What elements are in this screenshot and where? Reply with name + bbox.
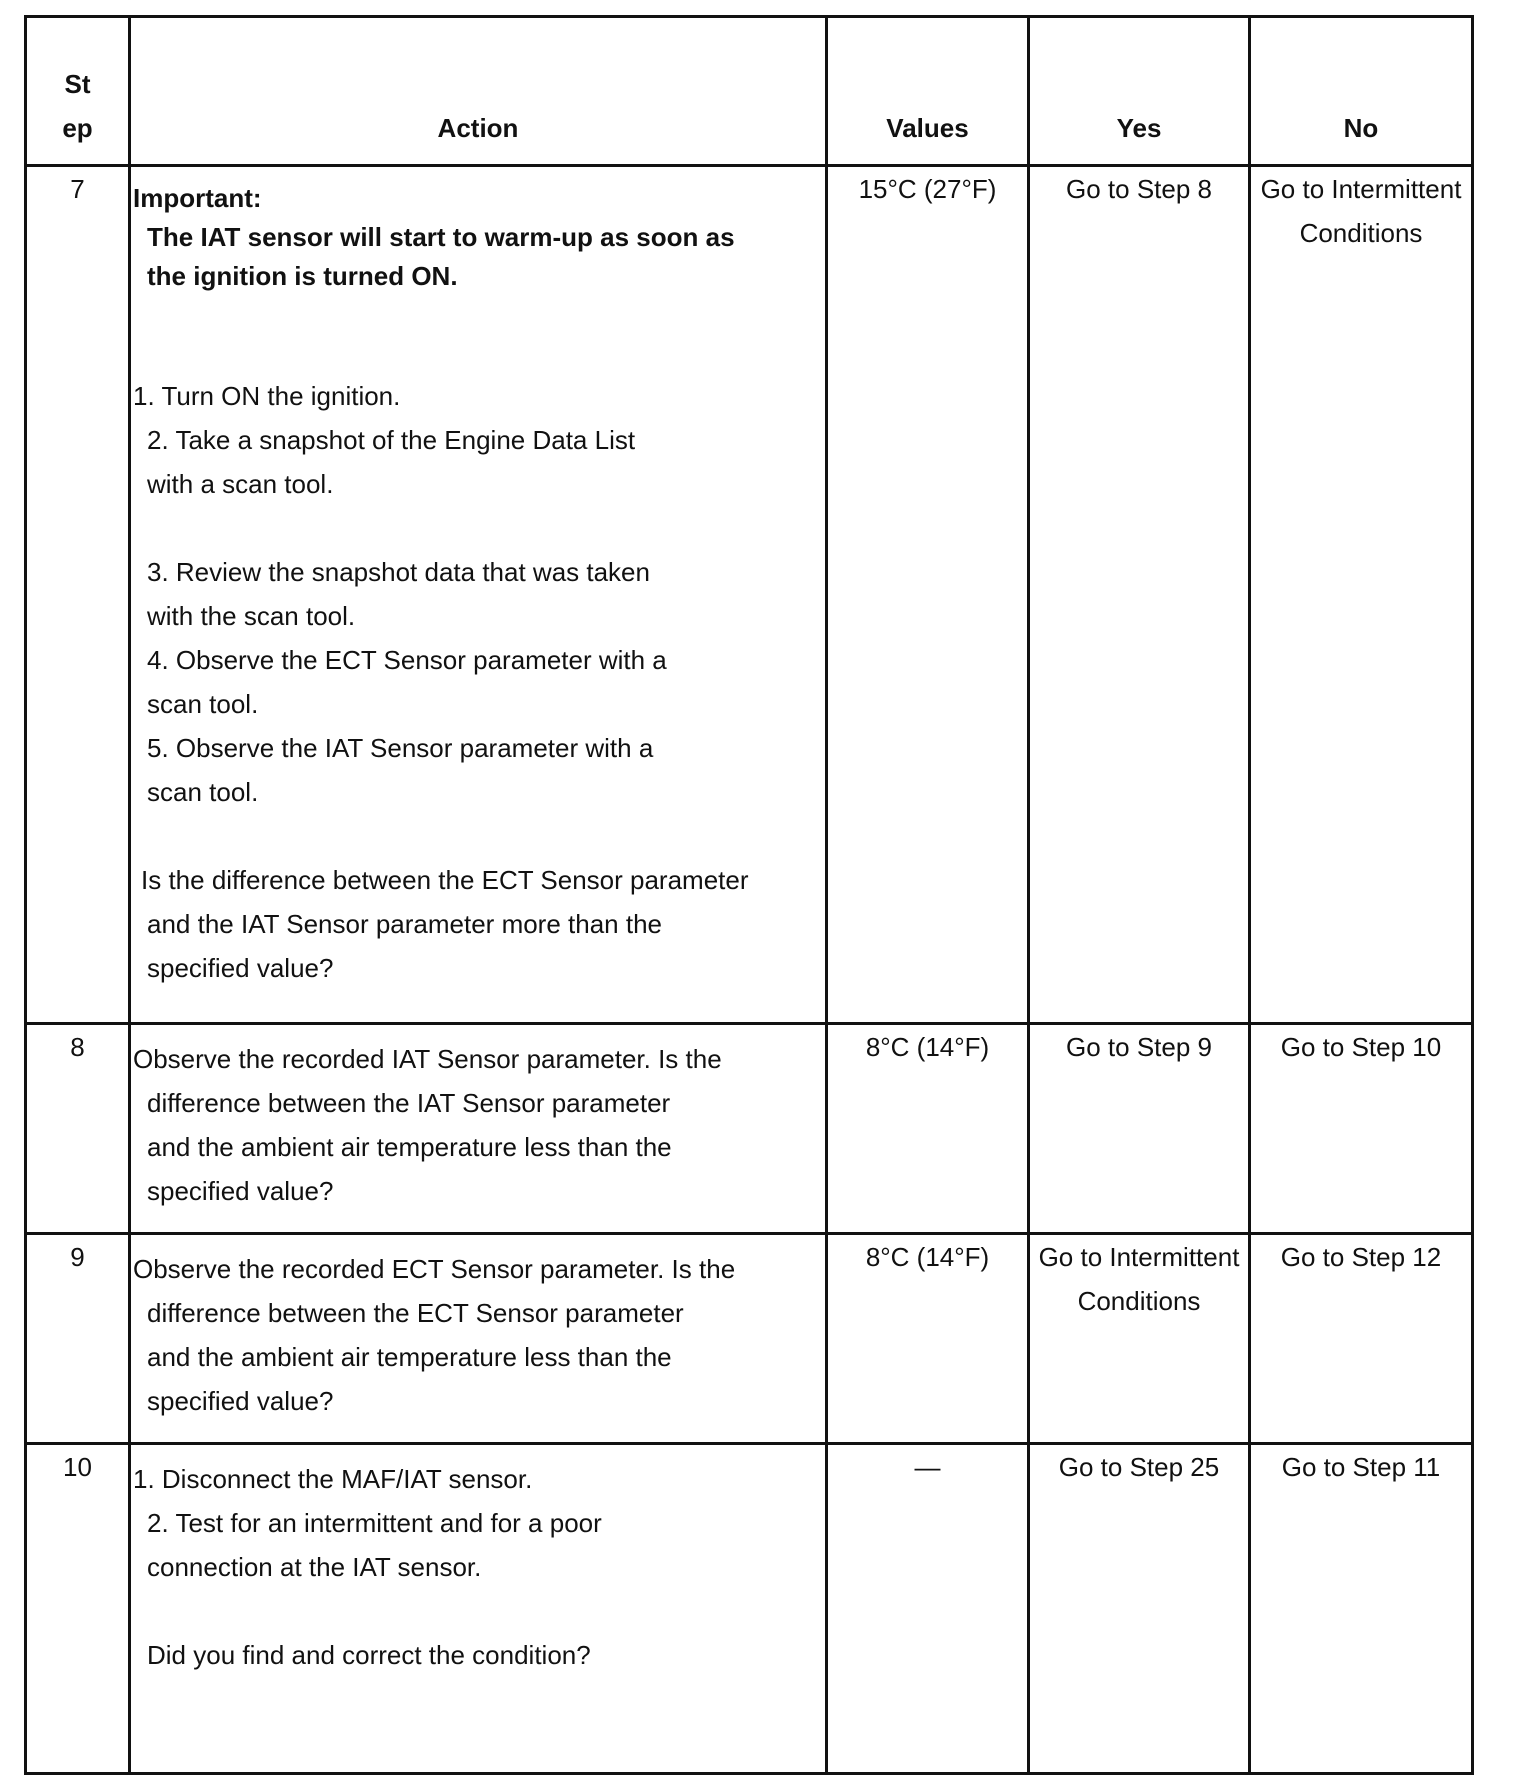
instruction-line: Observe the recorded ECT Sensor parameter. Is the: [133, 1254, 736, 1284]
no-link[interactable]: Go to Step 12: [1280, 1242, 1442, 1272]
important-text: The IAT sensor will start to warm-up as soon as: [147, 222, 735, 252]
header-action: Action: [130, 17, 827, 166]
table-row: [26, 166, 1473, 1024]
value-cell: —: [827, 1444, 1029, 1774]
instruction-line: 1. Disconnect the MAF/IAT sensor.: [133, 1464, 533, 1494]
table-row: [26, 1234, 1473, 1444]
important-label: Important:: [133, 183, 262, 213]
question-line: specified value?: [147, 953, 334, 983]
header-yes: Yes: [1029, 17, 1250, 166]
instruction-line: with a scan tool.: [147, 469, 334, 499]
instruction-line: specified value?: [147, 1176, 334, 1206]
yes-link[interactable]: Conditions: [1077, 1286, 1201, 1316]
instruction-line: connection at the IAT sensor.: [147, 1552, 482, 1582]
table-row: [26, 1444, 1473, 1774]
table-header-row: [26, 17, 1473, 166]
yes-link[interactable]: Go to Step 9: [1066, 1032, 1212, 1062]
value-cell: 8°C (14°F): [827, 1234, 1029, 1444]
instruction-line: 4. Observe the ECT Sensor parameter with a: [147, 645, 667, 675]
instruction-line: scan tool.: [147, 777, 259, 807]
yes-cell: [1029, 1024, 1250, 1234]
question-line: and the IAT Sensor parameter more than the: [147, 909, 662, 939]
action-cell: [130, 1234, 827, 1444]
instruction-line: 5. Observe the IAT Sensor parameter with a: [147, 733, 654, 763]
no-cell: [1250, 1444, 1473, 1774]
no-link[interactable]: Go to Step 10: [1280, 1032, 1442, 1062]
yes-link[interactable]: Go to Step 25: [1058, 1452, 1220, 1482]
instruction-line: specified value?: [147, 1386, 334, 1416]
no-link[interactable]: Conditions: [1299, 218, 1423, 248]
value-cell: 15°C (27°F): [827, 166, 1029, 1024]
header-no: No: [1250, 17, 1473, 166]
no-cell: [1250, 1024, 1473, 1234]
no-link[interactable]: Go to Intermittent: [1260, 174, 1462, 204]
step-number: 7: [26, 166, 130, 1024]
no-link[interactable]: Go to Step 11: [1281, 1452, 1441, 1482]
diagnostic-steps-table: [24, 15, 1474, 1775]
yes-link[interactable]: Go to Step 8: [1066, 174, 1212, 204]
action-cell: [130, 1444, 827, 1774]
important-text: the ignition is turned ON.: [147, 261, 458, 291]
no-cell: [1250, 1234, 1473, 1444]
instruction-line: 1. Turn ON the ignition.: [133, 381, 401, 411]
value-cell: 8°C (14°F): [827, 1024, 1029, 1234]
step-number: 9: [26, 1234, 130, 1444]
instruction-line: and the ambient air temperature less than the: [147, 1132, 672, 1162]
step-number: 10: [26, 1444, 130, 1774]
instruction-line: 2. Take a snapshot of the Engine Data List: [147, 425, 636, 455]
question-line: Is the difference between the ECT Sensor parameter: [141, 865, 749, 895]
instruction-line: with the scan tool.: [147, 601, 356, 631]
step-number: 8: [26, 1024, 130, 1234]
instruction-line: 2. Test for an intermittent and for a poor: [147, 1508, 602, 1538]
header-step: St ep: [26, 17, 130, 166]
header-values: Values: [827, 17, 1029, 166]
question-line: Did you find and correct the condition?: [147, 1640, 591, 1670]
instruction-line: difference between the IAT Sensor parameter: [147, 1088, 671, 1118]
instruction-line: 3. Review the snapshot data that was taken: [147, 557, 650, 587]
action-cell: [130, 166, 827, 1024]
action-cell: [130, 1024, 827, 1234]
instruction-line: scan tool.: [147, 689, 259, 719]
yes-cell: [1029, 1234, 1250, 1444]
yes-link[interactable]: Go to Intermittent: [1038, 1242, 1240, 1272]
instruction-line: difference between the ECT Sensor parameter: [147, 1298, 684, 1328]
yes-cell: [1029, 1444, 1250, 1774]
no-cell: [1250, 166, 1473, 1024]
yes-cell: [1029, 166, 1250, 1024]
instruction-line: and the ambient air temperature less than the: [147, 1342, 672, 1372]
table-row: [26, 1024, 1473, 1234]
instruction-line: Observe the recorded IAT Sensor parameter. Is the: [133, 1044, 722, 1074]
